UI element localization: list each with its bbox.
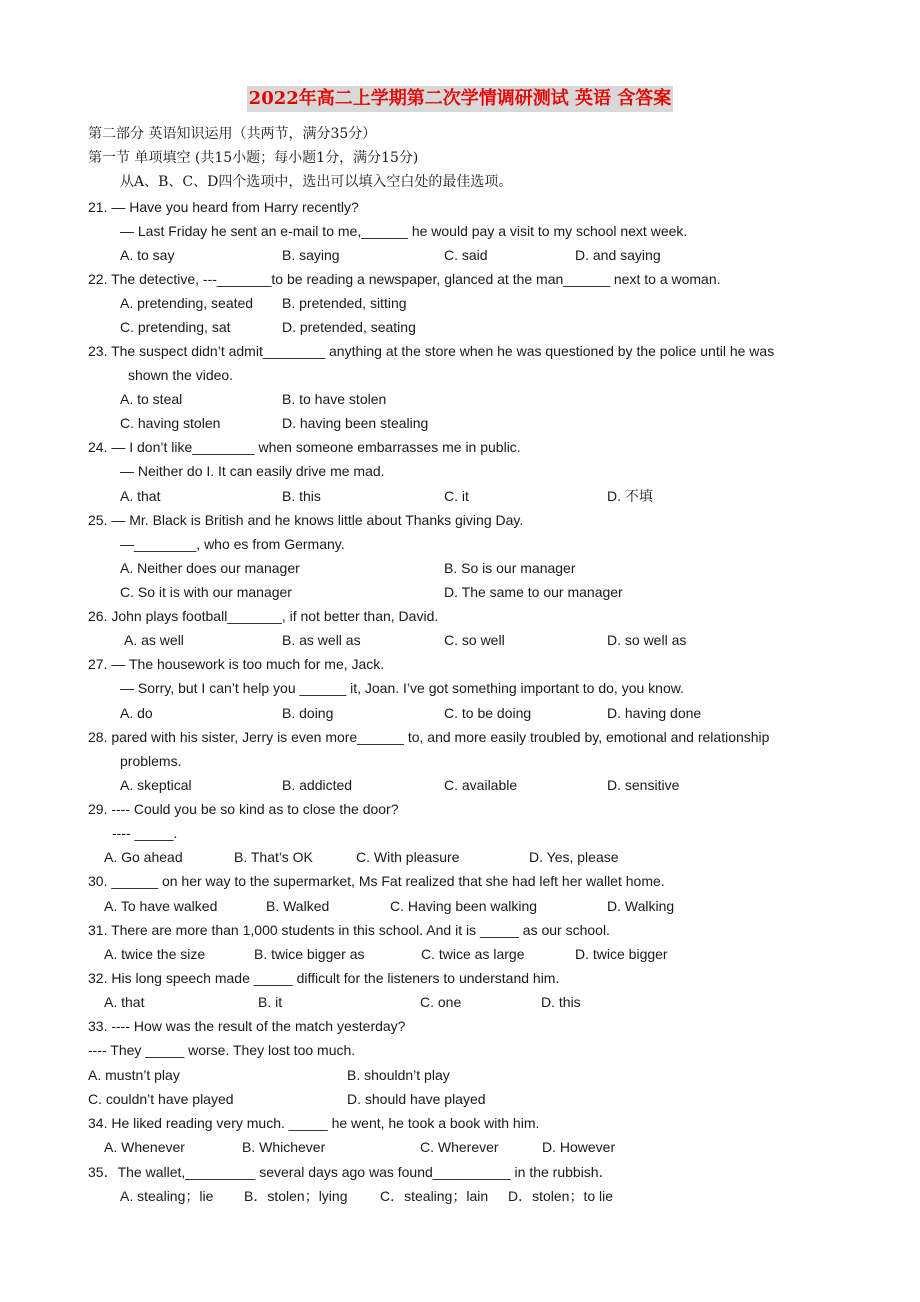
option-c: C. available xyxy=(444,777,518,793)
option-b: B. Walked xyxy=(266,898,330,914)
option-b: B. shouldn’t play xyxy=(347,1067,450,1083)
question-26-stem: 26. John plays football_______, if not better than, David. xyxy=(88,608,439,624)
option-a: A. that xyxy=(104,994,145,1010)
option-b: B. it xyxy=(258,994,283,1010)
option-c: C. couldn’t have played xyxy=(88,1091,234,1107)
option-c: C. to be doing xyxy=(444,705,532,721)
question-29-stem-2: ---- _____. xyxy=(112,825,178,841)
question-25-stem: 25. — Mr. Black is British and he knows little about Thanks giving Day. xyxy=(88,512,524,528)
option-d: D. However xyxy=(542,1139,616,1155)
question-25-stem-2: —________, who es from Germany. xyxy=(120,536,345,552)
option-c: C. Having been walking xyxy=(390,898,538,914)
option-d: D. and saying xyxy=(575,247,661,263)
question-28-stem-2: problems. xyxy=(120,753,182,769)
option-a: A. do xyxy=(120,705,153,721)
question-24-stem-2: — Neither do I. It can easily drive me mad. xyxy=(120,463,385,479)
option-c: C. twice as large xyxy=(421,946,525,962)
option-d: D. having done xyxy=(607,705,702,721)
question-30-stem: 30. ______ on her way to the supermarket, Ms Fat realized that she had left her wallet home. xyxy=(88,873,665,889)
question-32-stem: 32. His long speech made _____ difficult for the listeners to understand him. xyxy=(88,970,560,986)
option-d: D. The same to our manager xyxy=(444,584,623,600)
option-b: B. addicted xyxy=(282,777,353,793)
option-a: A. that xyxy=(120,488,161,504)
option-a: A. Go ahead xyxy=(104,849,183,865)
option-b: B. That’s OK xyxy=(234,849,313,865)
option-c: C. So it is with our manager xyxy=(120,584,292,600)
question-33-stem-2: ---- They _____ worse. They lost too much. xyxy=(88,1042,356,1058)
option-d: D. twice bigger xyxy=(575,946,668,962)
question-21-stem: 21. — Have you heard from Harry recently? xyxy=(88,199,359,215)
option-b: B. to have stolen xyxy=(282,391,387,407)
question-27-stem: 27. — The housework is too much for me, Jack. xyxy=(88,656,385,672)
option-d: D. this xyxy=(541,994,581,1010)
question-28-stem: 28. pared with his sister, Jerry is even more______ to, and more easily troubled by, emotional and relationship xyxy=(88,729,770,745)
option-b: B. doing xyxy=(282,705,334,721)
option-c: C. so well xyxy=(444,632,505,648)
option-a: A. to steal xyxy=(120,391,183,407)
option-c: C. pretending, sat xyxy=(120,319,231,335)
option-b: B. saying xyxy=(282,247,340,263)
option-a: A. pretending, seated xyxy=(120,295,254,311)
option-b: B. Whichever xyxy=(242,1139,326,1155)
instruction-text: 从A、B、C、D四个选项中，选出可以填入空白处的最佳选项。 xyxy=(120,174,513,190)
option-b: B. as well as xyxy=(282,632,361,648)
option-a: A. twice the size xyxy=(104,946,206,962)
option-c: C. one xyxy=(420,994,462,1010)
option-b: B．stolen；lying xyxy=(244,1188,348,1204)
question-31-stem: 31. There are more than 1,000 students in this school. And it is _____ as our school. xyxy=(88,922,610,938)
document-title-wrap xyxy=(0,86,920,112)
document-title: 2022年高二上学期第二次学情调研测试 英语 含答案 xyxy=(247,86,674,112)
option-a: A. Neither does our manager xyxy=(120,560,300,576)
option-c: C. it xyxy=(444,488,469,504)
question-34-stem: 34. He liked reading very much. _____ he went, he took a book with him. xyxy=(88,1115,540,1131)
option-d: D. sensitive xyxy=(607,777,680,793)
option-d: D. having been stealing xyxy=(282,415,429,431)
option-c: C．stealing；lain xyxy=(380,1188,489,1204)
option-a: A. mustn’t play xyxy=(88,1067,180,1083)
question-33-stem: 33. ---- How was the result of the match yesterday? xyxy=(88,1018,406,1034)
option-c: C. Wherever xyxy=(420,1139,499,1155)
question-24-stem: 24. — I don’t like________ when someone embarrasses me in public. xyxy=(88,439,521,455)
option-a: A. skeptical xyxy=(120,777,192,793)
option-d: D. Walking xyxy=(607,898,675,914)
option-a: A. stealing；lie xyxy=(120,1188,214,1204)
question-23-stem-2: shown the video. xyxy=(128,367,234,383)
option-a: A. as well xyxy=(124,632,184,648)
option-b: B. twice bigger as xyxy=(254,946,365,962)
option-b: B. this xyxy=(282,488,321,504)
question-35-stem: 35．The wallet,_________ several days ago was found__________ in the rubbish． xyxy=(88,1164,613,1180)
option-d: D. so well as xyxy=(607,632,687,648)
option-a: A. Whenever xyxy=(104,1139,185,1155)
option-a: A. To have walked xyxy=(104,898,218,914)
option-b: B. pretended, sitting xyxy=(282,295,407,311)
option-c: C. having stolen xyxy=(120,415,221,431)
option-d: D．stolen；to lie xyxy=(508,1188,614,1204)
question-21-stem-2: — Last Friday he sent an e-mail to me,______ he would pay a visit to my school next week. xyxy=(120,223,688,239)
option-a: A. to say xyxy=(120,247,175,263)
section-heading: 第二部分 英语知识运用（共两节，满分35分） xyxy=(88,126,377,142)
option-d: D. 不填 xyxy=(607,488,653,504)
option-c: C. said xyxy=(444,247,488,263)
question-29-stem: 29. ---- Could you be so kind as to close the door? xyxy=(88,801,399,817)
subsection-heading: 第一节 单项填空 (共15小题；每小题1分，满分15分) xyxy=(88,150,419,166)
question-27-stem-2: — Sorry, but I can’t help you ______ it, Joan. I’ve got something important to do, you know. xyxy=(120,680,684,696)
question-22-stem: 22. The detective, ---_______to be reading a newspaper, glanced at the man______ next to a woman. xyxy=(88,271,721,287)
option-c: C. With pleasure xyxy=(356,849,460,865)
option-b: B. So is our manager xyxy=(444,560,576,576)
question-23-stem: 23. The suspect didn’t admit________ anything at the store when he was questioned by the police until he was xyxy=(88,343,775,359)
option-d: D. should have played xyxy=(347,1091,486,1107)
option-d: D. Yes, please xyxy=(529,849,619,865)
option-d: D. pretended, seating xyxy=(282,319,416,335)
